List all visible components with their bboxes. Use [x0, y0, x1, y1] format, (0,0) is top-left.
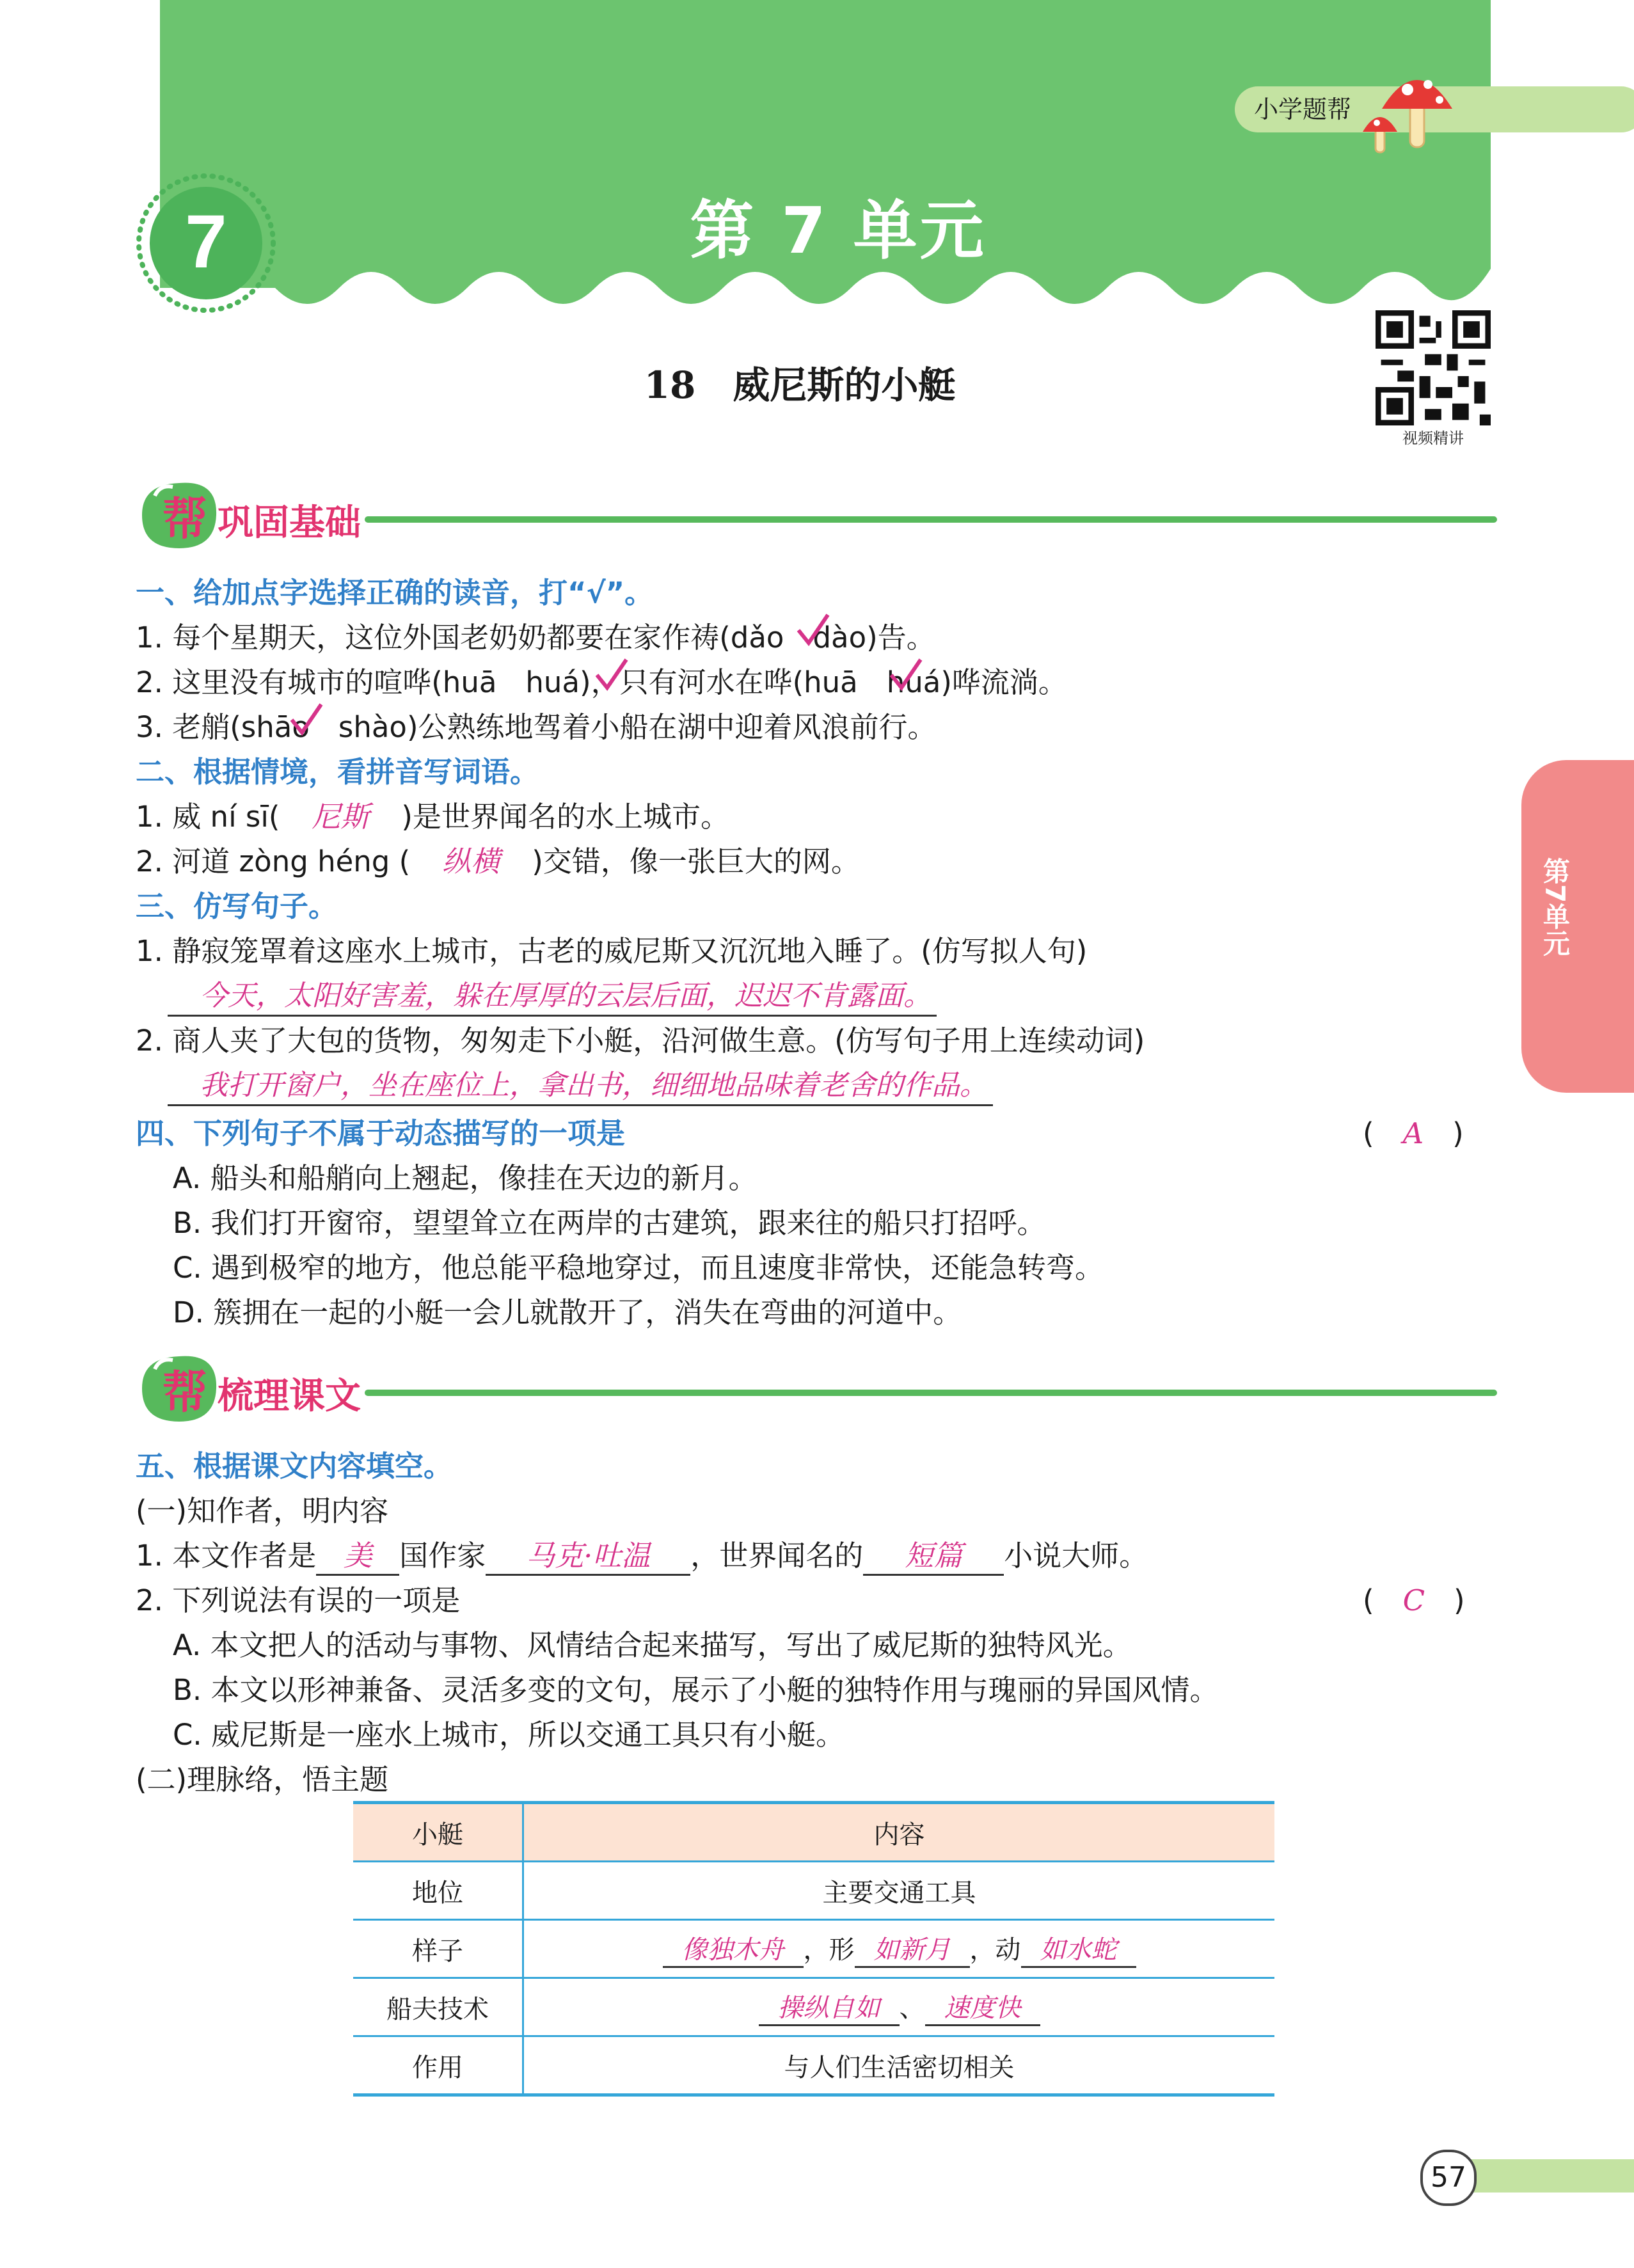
subsection-title: (一)知作者，明内容: [136, 1494, 389, 1528]
option: D. 簇拥在一起的小艇一会儿就散开了，消失在弯曲的河道中。: [173, 1296, 962, 1329]
table-cell: 样子: [353, 1920, 523, 1978]
check-mark-icon: [886, 656, 924, 694]
question-2-item: [136, 838, 860, 880]
question-3-item: 2. 商人夹了大包的货物，匆匆走下小艇，沿河做生意。(仿写句子用上连续动词): [136, 1024, 1145, 1058]
text: ，动: [969, 1935, 1021, 1965]
subsection-title: (二)理脉络，悟主题: [136, 1763, 389, 1796]
answer: 操纵自如: [759, 1988, 900, 2026]
section-rule: [365, 516, 1497, 523]
page-number: 57: [1420, 2150, 1477, 2206]
text: 国作家: [399, 1539, 486, 1573]
answer: 尼斯: [312, 800, 370, 834]
answer-paren: ( A ): [1363, 1116, 1464, 1150]
option: C. 遇到极窄的地方，他总能平稳地穿过，而且速度非常快，还能急转弯。: [173, 1251, 1104, 1285]
brand-label: 小学题帮: [1254, 95, 1352, 123]
option: B. 我们打开窗帘，望望耸立在两岸的古建筑，跟来往的船只打招呼。: [173, 1206, 1046, 1240]
answer-paren: ( C ): [1363, 1583, 1465, 1617]
question-1-item: 3. 老艄(shāo shào)公熟练地驾着小船在湖中迎着风浪前行。: [136, 710, 937, 744]
table-row: [353, 1978, 1274, 2036]
answer: A: [1402, 1116, 1424, 1150]
answer: 如新月: [855, 1930, 970, 1968]
question-2-title: 二、根据情境，看拼音写词语。: [136, 755, 539, 789]
check-mark-icon: [793, 611, 832, 649]
text: 小说大师。: [1004, 1539, 1148, 1573]
table-header-cell: 小艇: [353, 1803, 523, 1862]
content-table: [353, 1801, 1274, 2097]
section-header-review: [134, 1350, 1497, 1427]
option: A. 船头和船艄向上翘起，像挂在天边的新月。: [173, 1161, 758, 1195]
section-badge: 帮: [163, 493, 207, 545]
table-cell: 与人们生活密切相关: [523, 2036, 1275, 2095]
table-header-cell: 内容: [523, 1803, 1275, 1862]
table-header-row: [353, 1803, 1274, 1862]
check-mark-icon: [592, 656, 630, 694]
question-1-title: 一、给加点字选择正确的读音，打“√”。: [136, 576, 654, 610]
qr-caption: 视频精讲: [1402, 429, 1464, 447]
question-3-item: 1. 静寂笼罩着这座水上城市，古老的威尼斯又沉沉地入睡了。(仿写拟人句): [136, 934, 1088, 968]
answer: 像独木舟: [663, 1930, 804, 1968]
qr-code-icon[interactable]: [1376, 310, 1491, 425]
answer-line: 我打开窗户，坐在座位上，拿出书，细细地品味着老舍的作品。: [168, 1062, 993, 1106]
section-rule: [365, 1390, 1497, 1396]
text: 、: [899, 1994, 925, 2023]
option: A. 本文把人的活动与事物、风情结合起来描写，写出了威尼斯的独特风光。: [173, 1628, 1132, 1662]
unit-number: 7: [185, 200, 227, 284]
lesson-title: 18 威尼斯的小艇: [644, 363, 956, 407]
question-1-item: 1. 每个星期天，这位外国老奶奶都要在家作祷(dǎo dào)告。: [136, 621, 935, 654]
option: B. 本文以形神兼备、灵活多变的文句，展示了小艇的独特作用与瑰丽的异国风情。: [173, 1673, 1219, 1707]
check-mark-icon: [287, 701, 325, 739]
answer: 纵横: [442, 845, 500, 878]
text: 1. 威 ní sī(: [136, 800, 280, 834]
table-row: [353, 1920, 1274, 1978]
section-header-basics: [134, 477, 1497, 553]
table-cell: [523, 1978, 1275, 2036]
mushroom-icon: [1356, 58, 1471, 154]
answer: 短篇: [863, 1532, 1004, 1576]
table-cell: 船夫技术: [353, 1978, 523, 2036]
text: )交错，像一张巨大的网。: [532, 845, 860, 878]
answer: C: [1402, 1583, 1425, 1617]
question-5-item: 2. 下列说法有误的一项是: [136, 1583, 461, 1617]
text: ，世界闻名的: [690, 1539, 864, 1573]
table-cell: 地位: [353, 1862, 523, 1920]
table-cell: 作用: [353, 2036, 523, 2095]
table-cell: 主要交通工具: [523, 1862, 1275, 1920]
text: )是世界闻名的水上城市。: [401, 800, 729, 834]
question-5-item: [136, 1532, 1148, 1576]
table-cell: [523, 1920, 1275, 1978]
question-1-item: 2. 这里没有城市的喧哗(huā huá)，只有河水在哗(huā huá)哗流淌。: [136, 665, 1067, 699]
text: 2. 河道 zòng héng (: [136, 845, 411, 878]
question-5-title: 五、根据课文内容填空。: [136, 1449, 453, 1483]
answer: 马克·吐温: [486, 1532, 690, 1576]
section-label: 巩固基础: [218, 502, 361, 544]
question-3-title: 三、仿写句子。: [136, 889, 338, 923]
answer: 如水蛇: [1021, 1930, 1136, 1968]
option: C. 威尼斯是一座水上城市，所以交通工具只有小艇。: [173, 1718, 845, 1752]
answer-line: 今天，太阳好害羞，躲在厚厚的云层后面，迟迟不肯露面。: [168, 972, 937, 1017]
answer: 速度快: [925, 1988, 1040, 2026]
question-2-item: [136, 793, 729, 835]
unit-number-badge: [136, 173, 276, 313]
table-row: [353, 2036, 1274, 2095]
unit-side-tab-label: 第7单元: [1539, 857, 1571, 957]
section-badge: 帮: [163, 1366, 207, 1418]
text: 1. 本文作者是: [136, 1539, 317, 1573]
unit-title: 第 7 单元: [690, 193, 987, 268]
table-row: [353, 1862, 1274, 1920]
text: ，形: [803, 1935, 855, 1965]
section-label: 梳理课文: [218, 1376, 361, 1417]
question-4-title: 四、下列句子不属于动态描写的一项是: [136, 1116, 626, 1150]
answer: 美: [316, 1532, 399, 1576]
